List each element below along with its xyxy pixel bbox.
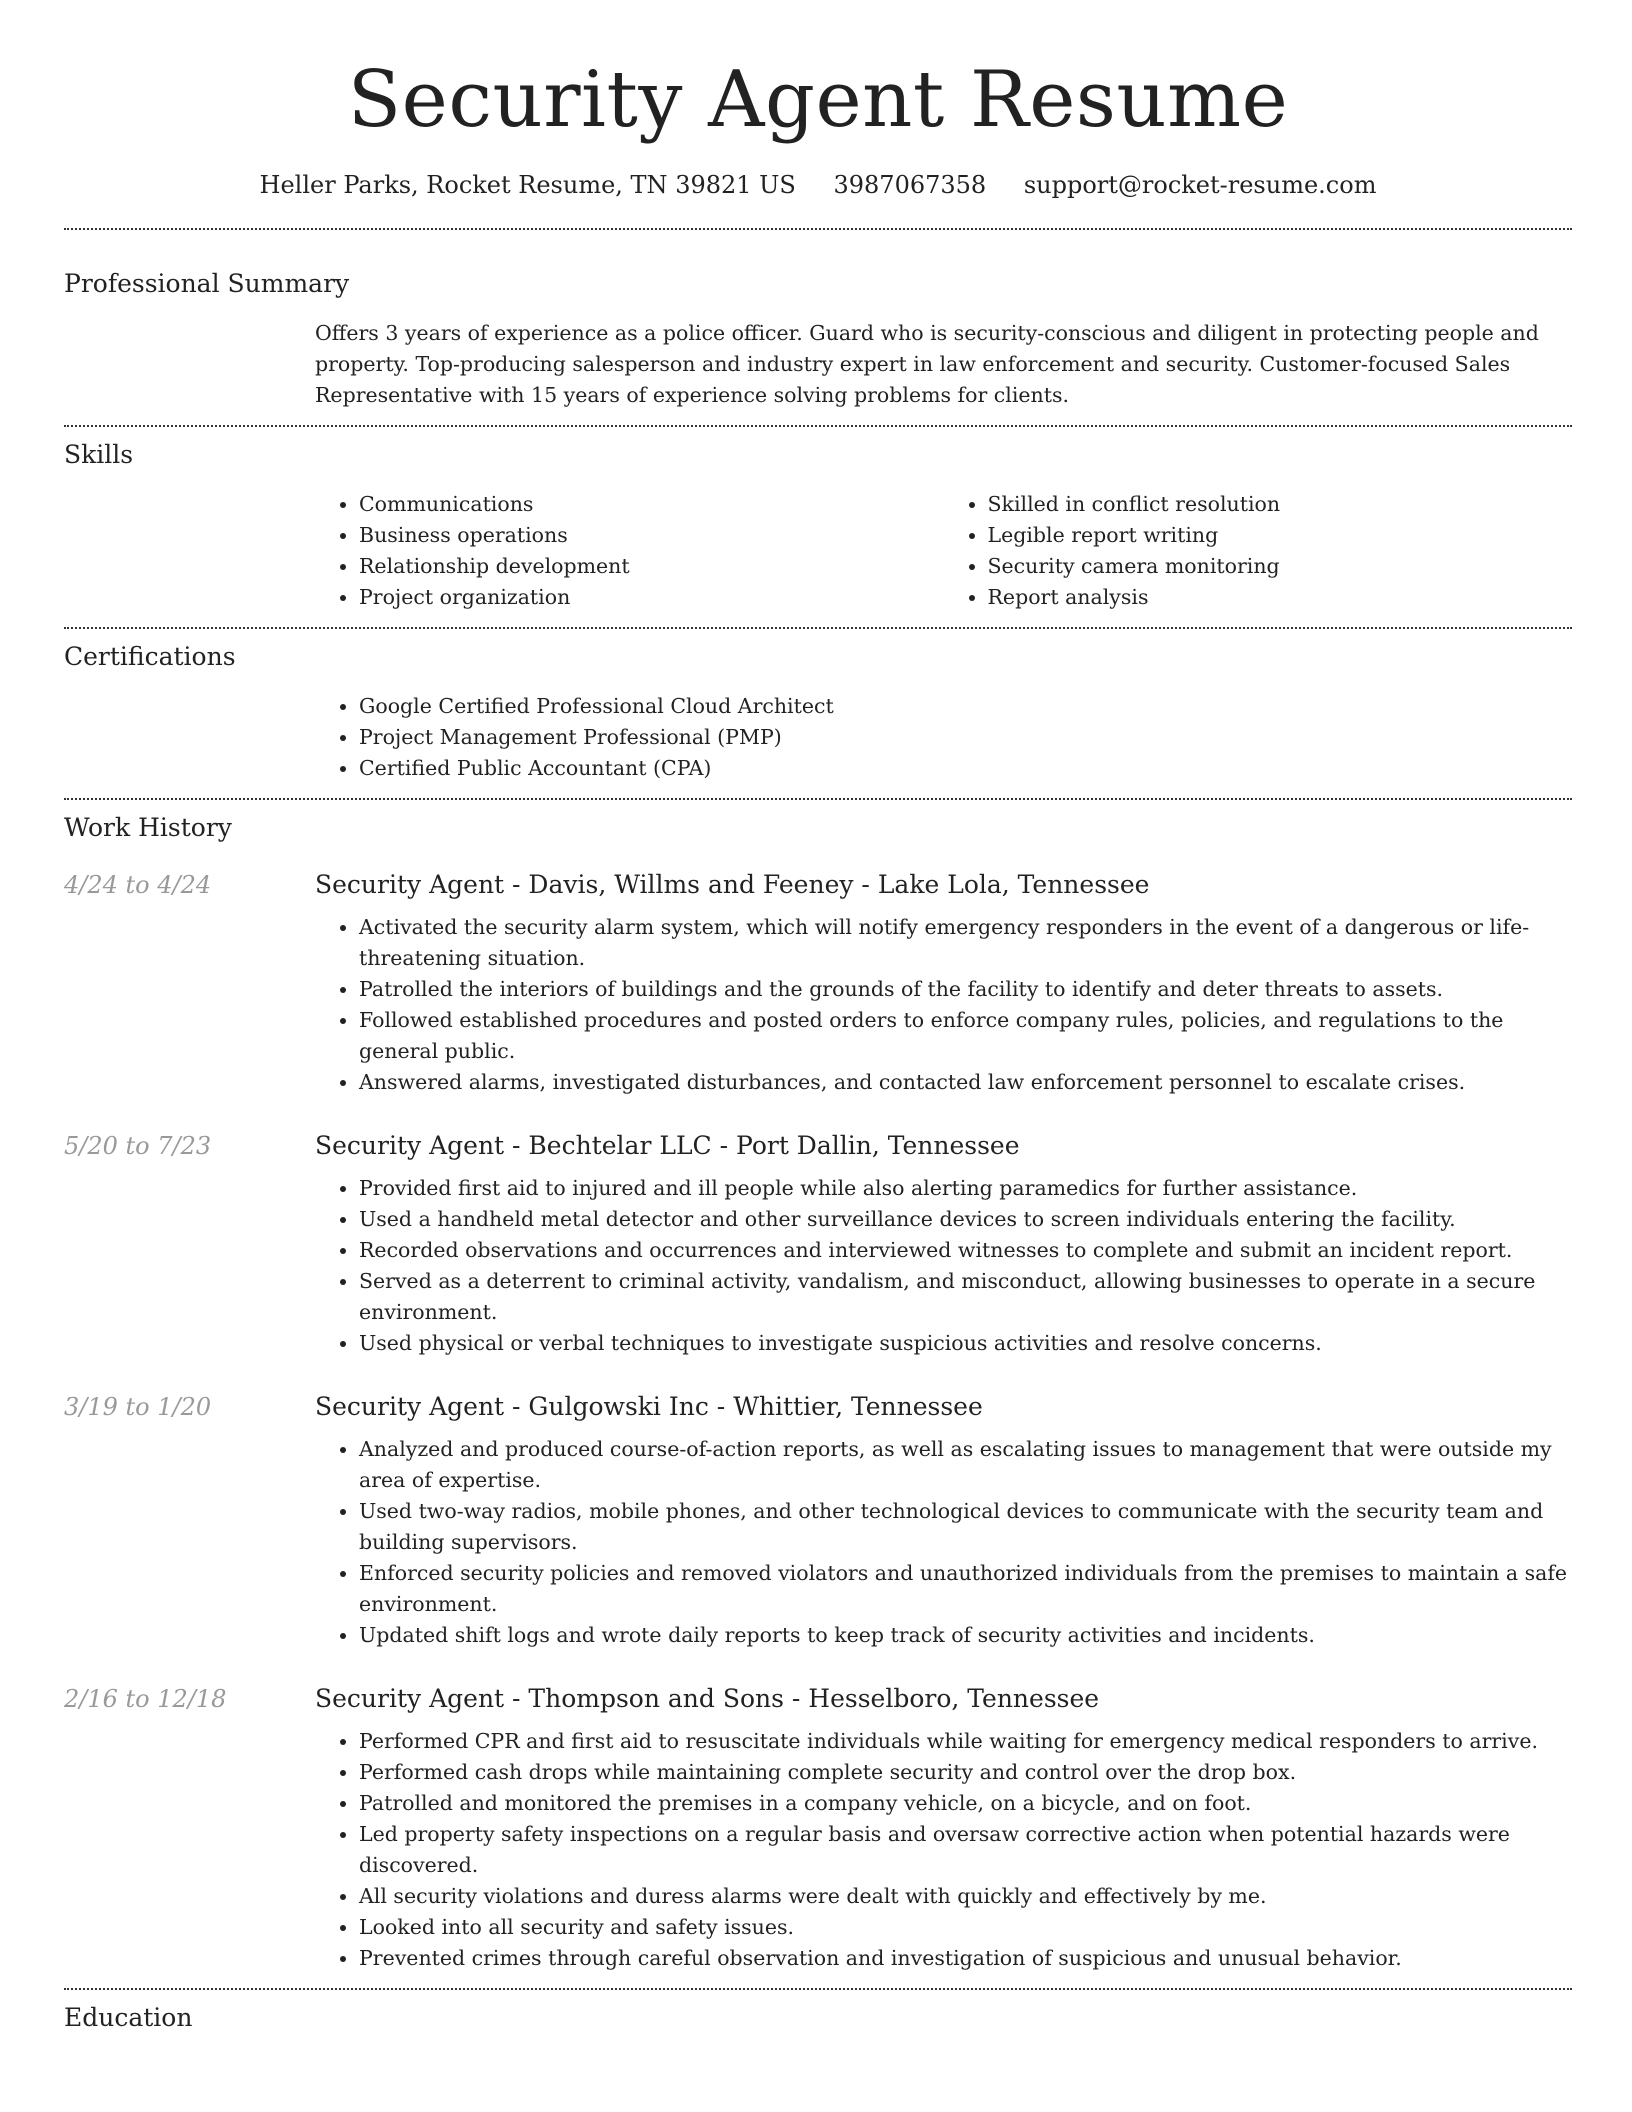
job-dates: 3/19 to 1/20 [64,1393,212,1421]
job-bullet: • Performed CPR and first aid to resuscitate individuals while waiting for emergency medical responders to arrive. [359,1726,1572,1757]
job-title: Security Agent - Gulgowski Inc - Whittier, Tennessee [315,1392,983,1421]
page-title: Security Agent Resume [347,55,1289,145]
skill-item: • Security camera monitoring [988,551,1573,582]
certifications-list [315,691,1572,784]
skill-item: • Skilled in conflict resolution [988,489,1573,520]
certifications-section [64,640,1572,784]
summary-section [64,267,1572,411]
divider [64,1988,1572,1990]
contact-phone: 3987067358 [833,171,987,199]
job-bullet: • Used physical or verbal techniques to investigate suspicious activities and resolve concerns. [359,1328,1572,1359]
skills-column-2 [944,489,1573,613]
job-entry [64,868,1572,1098]
job-bullet: • Patrolled and monitored the premises in a company vehicle, on a bicycle, and on foot. [359,1788,1572,1819]
work-history-heading: Work History [64,813,232,842]
job-bullet: • Used a handheld metal detector and other surveillance devices to screen individuals entering the facility. [359,1204,1572,1235]
divider [64,798,1572,800]
job-dates: 4/24 to 4/24 [64,871,212,899]
job-bullet: • All security violations and duress alarms were dealt with quickly and effectively by me. [359,1881,1572,1912]
certification-item: • Project Management Professional (PMP) [359,722,1572,753]
skills-list [315,489,1572,613]
skill-item: • Project organization [359,582,944,613]
job-bullet: • Performed cash drops while maintaining complete security and control over the drop box. [359,1757,1572,1788]
job-bullets [315,1726,1572,1974]
job-bullet: • Activated the security alarm system, which will notify emergency responders in the event of a dangerous or life-threatening situation. [359,912,1572,974]
contact-address: Heller Parks, Rocket Resume, TN 39821 US [259,171,796,199]
job-title: Security Agent - Davis, Willms and Feeney - Lake Lola, Tennessee [315,870,1150,899]
job-bullet: • Updated shift logs and wrote daily reports to keep track of security activities and incidents. [359,1620,1572,1651]
job-bullet: • Used two-way radios, mobile phones, and other technological devices to communicate with the security team and building supervisors. [359,1496,1572,1558]
job-bullets [315,1173,1572,1359]
job-bullet: • Recorded observations and occurrences and interviewed witnesses to complete and submit an incident report. [359,1235,1572,1266]
summary-heading: Professional Summary [64,269,350,298]
job-bullet: • Led property safety inspections on a regular basis and oversaw corrective action when potential hazards were discovered. [359,1819,1572,1881]
work-history-section [64,811,1572,1974]
skills-column-1 [315,489,944,613]
skill-item: • Business operations [359,520,944,551]
job-bullet: • Analyzed and produced course-of-action reports, as well as escalating issues to management that were outside my area of expertise. [359,1434,1572,1496]
job-bullet: • Served as a deterrent to criminal activity, vandalism, and misconduct, allowing businesses to operate in a secure environment. [359,1266,1572,1328]
contact-line [64,168,1572,202]
skill-item: • Report analysis [988,582,1573,613]
job-title: Security Agent - Thompson and Sons - Hesselboro, Tennessee [315,1684,1100,1713]
contact-email[interactable]: support@rocket-resume.com [1023,171,1377,199]
job-bullets [315,912,1572,1098]
job-bullet: • Answered alarms, investigated disturbances, and contacted law enforcement personnel to escalate crises. [359,1067,1572,1098]
skills-section [64,438,1572,613]
summary-text: Offers 3 years of experience as a police officer. Guard who is security-conscious and diligent in protecting people and property. Top-producing salesperson and industry expert in law enforcement and security. Customer-focused Sales Representative with 15 years of experience solving problems for clients. [315,321,1539,407]
job-bullets [315,1434,1572,1651]
job-bullet: • Prevented crimes through careful observation and investigation of suspicious and unusual behavior. [359,1943,1572,1974]
job-bullet: • Looked into all security and safety issues. [359,1912,1572,1943]
education-heading: Education [64,2003,193,2032]
job-bullet: • Enforced security policies and removed violators and unauthorized individuals from the premises to maintain a safe environment. [359,1558,1572,1620]
skill-item: • Communications [359,489,944,520]
skill-item: • Legible report writing [988,520,1573,551]
job-title: Security Agent - Bechtelar LLC - Port Dallin, Tennessee [315,1131,1020,1160]
certifications-heading: Certifications [64,642,236,671]
job-bullet: • Provided first aid to injured and ill people while also alerting paramedics for further assistance. [359,1173,1572,1204]
divider [64,228,1572,230]
divider [64,425,1572,427]
job-entry [64,1129,1572,1359]
divider [64,627,1572,629]
certification-item: • Google Certified Professional Cloud Architect [359,691,1572,722]
education-section [64,2001,1572,2035]
job-entry [64,1682,1572,1974]
job-dates: 5/20 to 7/23 [64,1132,212,1160]
job-entry [64,1390,1572,1651]
skills-heading: Skills [64,440,134,469]
job-bullet: • Followed established procedures and posted orders to enforce company rules, policies, and regulations to the general public. [359,1005,1572,1067]
certification-item: • Certified Public Accountant (CPA) [359,753,1572,784]
job-bullet: • Patrolled the interiors of buildings and the grounds of the facility to identify and deter threats to assets. [359,974,1572,1005]
resume-page [64,0,1572,2035]
job-dates: 2/16 to 12/18 [64,1685,227,1713]
skill-item: • Relationship development [359,551,944,582]
